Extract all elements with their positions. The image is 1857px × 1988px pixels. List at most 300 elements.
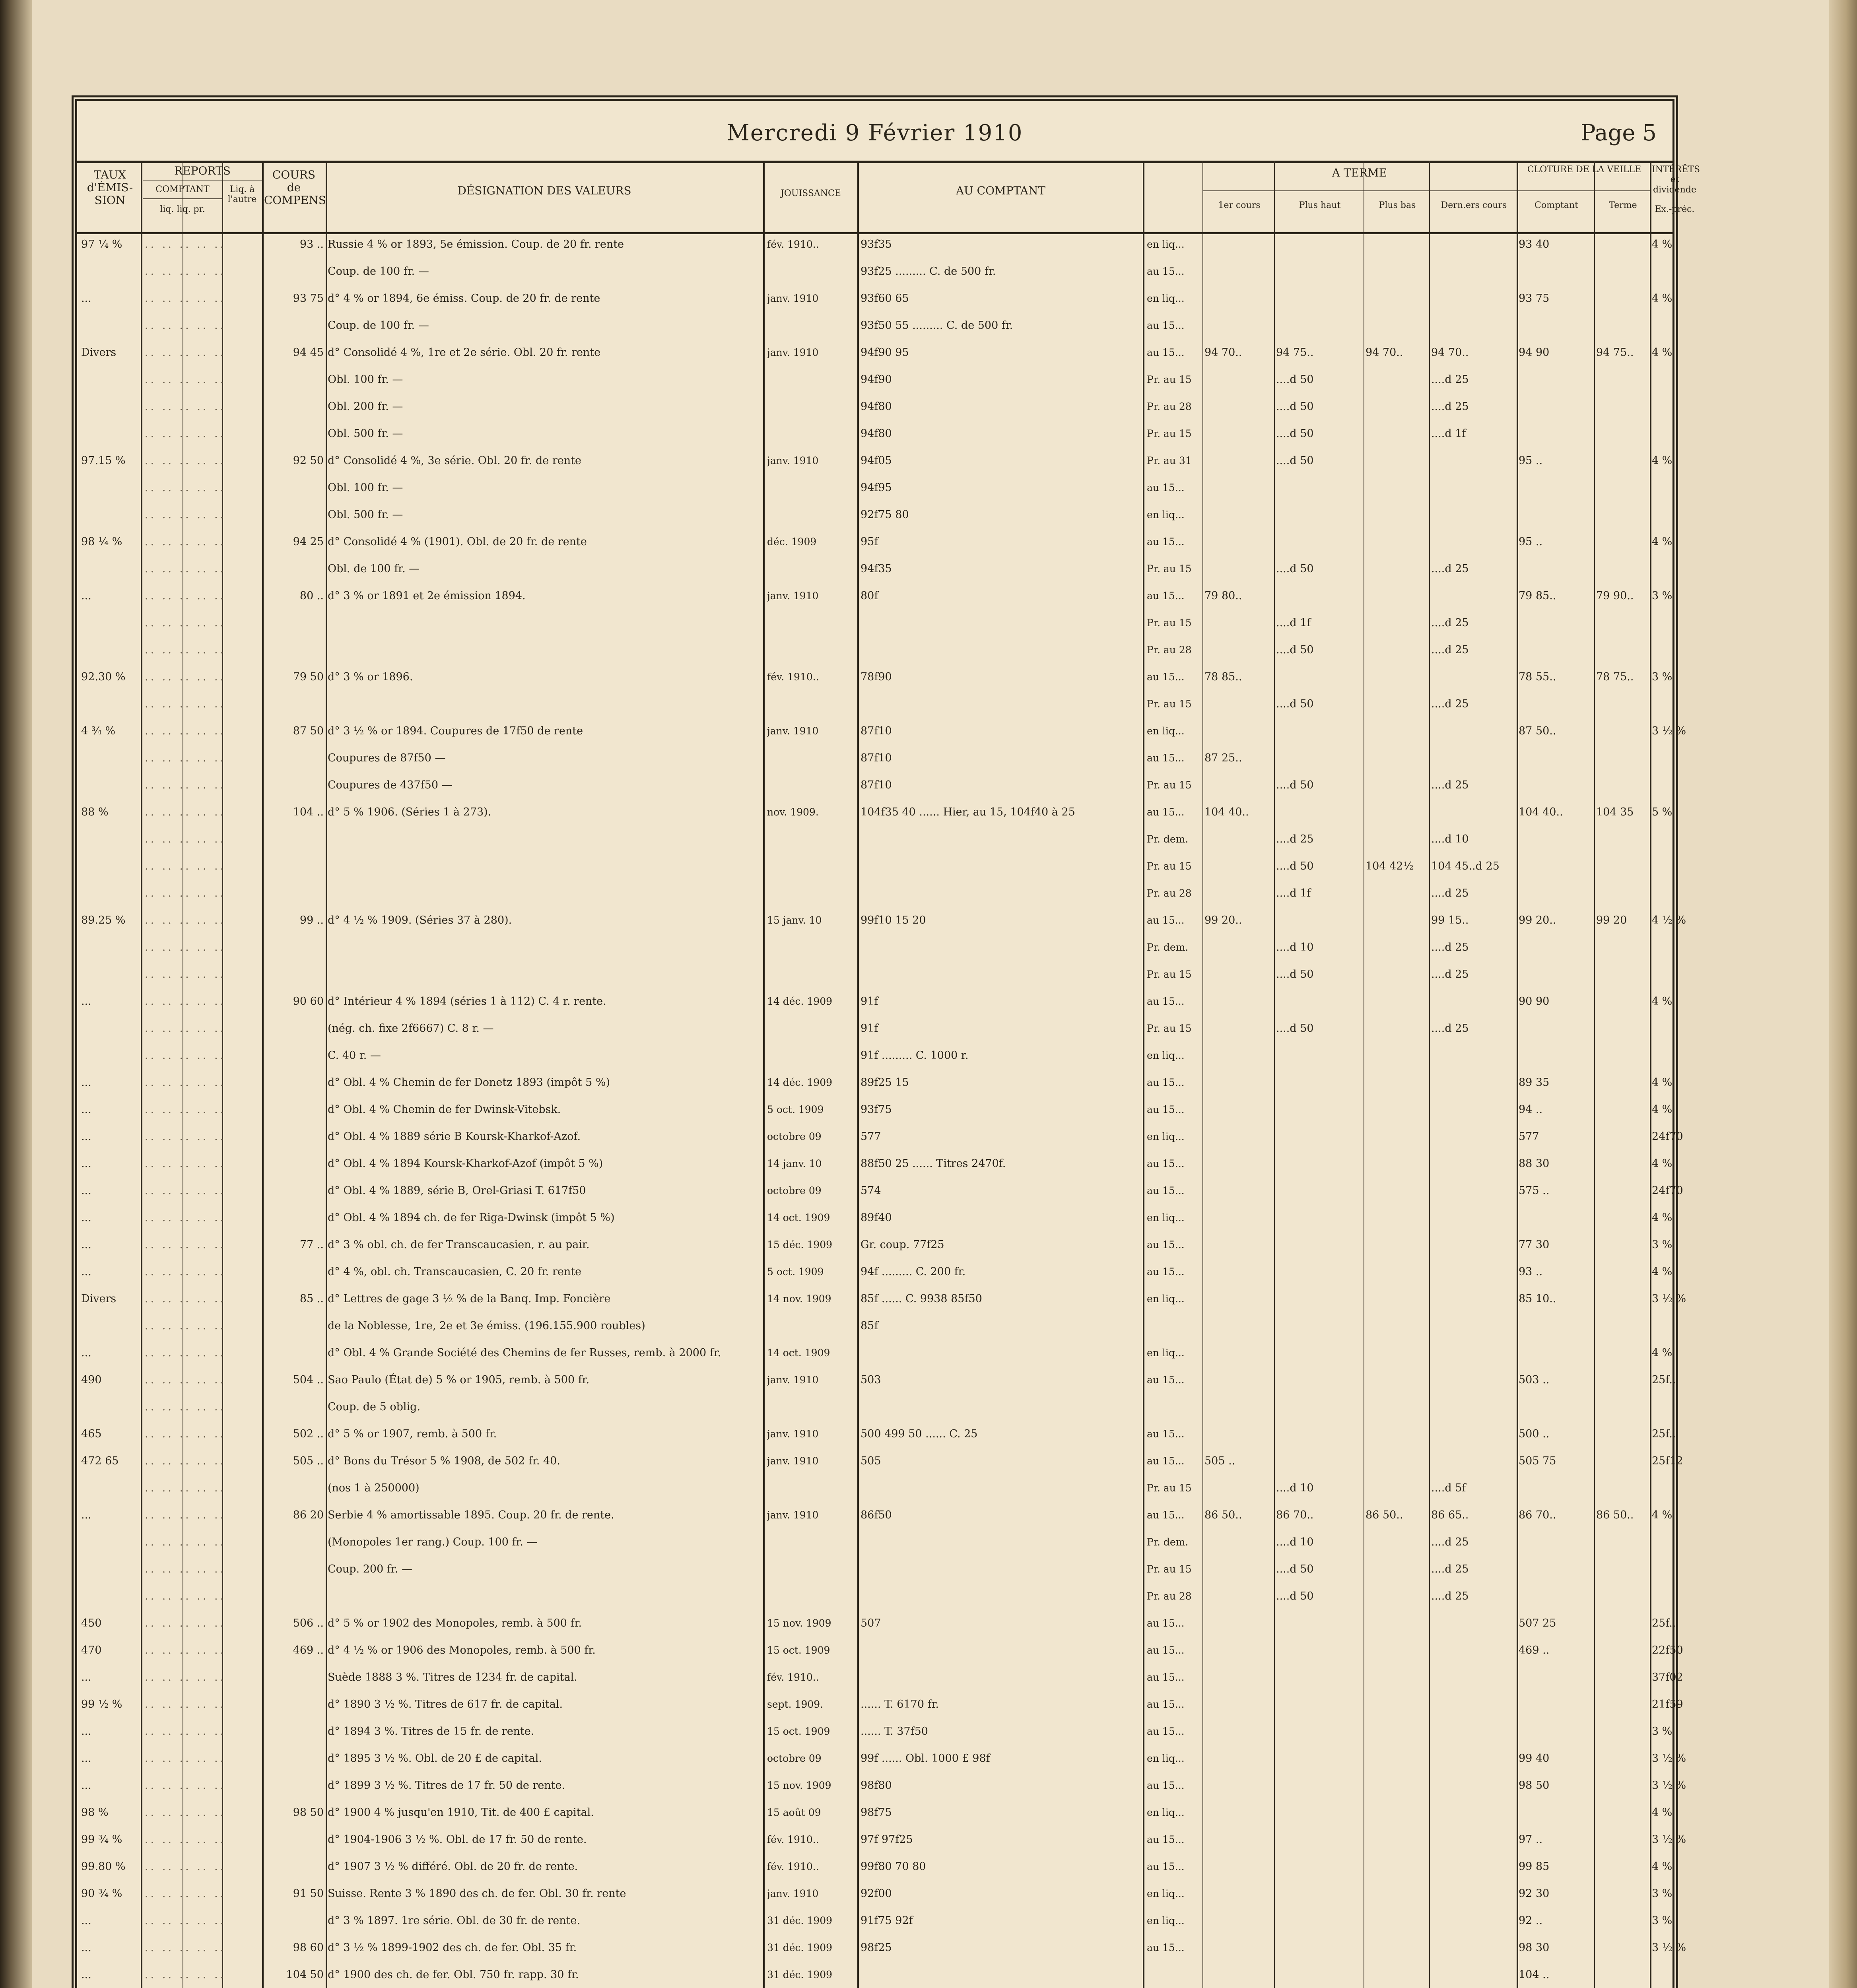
interet-cell: 25f.. (1652, 1428, 1676, 1440)
au-comptant-cell: 97f 97f25 (861, 1833, 913, 1846)
jouissance-cell: 14 oct. 1909 (767, 1212, 830, 1223)
cloture-comptant-cell: 85 10.. (1519, 1293, 1556, 1305)
terme-label-cell: au 15... (1147, 914, 1185, 926)
reports-placeholder: .. .. .. .. .. (145, 1374, 226, 1386)
page-number: Page 5 (1581, 120, 1657, 146)
jouissance-cell: janv. 1910 (767, 293, 819, 304)
cloture-comptant-cell: 78 55.. (1519, 671, 1556, 683)
terme-label-cell: au 15... (1147, 266, 1185, 277)
reports-placeholder: .. .. .. .. .. (145, 1752, 226, 1765)
header-au-comptant: AU COMPTANT (956, 184, 1046, 197)
cloture-comptant-cell: 99 85 (1519, 1860, 1550, 1873)
reports-placeholder: .. .. .. .. .. (145, 1644, 226, 1656)
interet-cell: 5 % (1652, 806, 1672, 818)
cours-compens-cell: 94 25 (293, 536, 324, 548)
terme-label-cell: Pr. au 15 (1147, 1023, 1192, 1034)
plus-haut-cell: ....d 50 (1276, 1022, 1314, 1035)
terme-label-cell: en liq... (1147, 1347, 1185, 1359)
jouissance-cell: 15 oct. 1909 (767, 1644, 830, 1656)
reports-placeholder: .. .. .. .. .. (145, 1536, 226, 1548)
cours-compens-cell: 502 .. (293, 1428, 324, 1440)
cloture-comptant-cell: 95 .. (1519, 536, 1543, 548)
interet-cell: 3 % (1652, 671, 1672, 683)
dernier-cours-cell: ....d 25 (1431, 779, 1469, 791)
terme-label-cell: au 15... (1147, 1266, 1185, 1277)
cours-compens-cell: 85 .. (299, 1293, 324, 1305)
terme-label-cell: Pr. au 15 (1147, 617, 1192, 629)
au-comptant-cell: 577 (861, 1130, 881, 1143)
reports-placeholder: .. .. .. .. .. (145, 1320, 226, 1332)
cloture-comptant-cell: 86 70.. (1519, 1509, 1556, 1521)
au-comptant-cell: 99f80 70 80 (861, 1860, 926, 1873)
jouissance-cell: fév. 1910.. (767, 1672, 819, 1683)
dernier-cours-cell: ....d 25 (1431, 1022, 1469, 1035)
au-comptant-cell: 507 (861, 1617, 881, 1629)
terme-label-cell: Pr. au 15 (1147, 1482, 1192, 1494)
header-premier-cours: 1er cours (1218, 200, 1261, 210)
dernier-cours-cell: 99 15.. (1431, 914, 1469, 926)
terme-label-cell: Pr. dem. (1147, 942, 1189, 953)
designation-cell: Obl. de 100 fr. — (328, 563, 420, 575)
designation-cell: d° Intérieur 4 % 1894 (séries 1 à 112) C. 4 r. rente. (328, 995, 606, 1008)
reports-placeholder: .. .. .. .. .. (145, 1779, 226, 1792)
taux-cell: 97 ¼ % (81, 238, 122, 250)
taux-cell: ... (81, 1347, 91, 1359)
column-headers (77, 161, 1700, 234)
header-ex-prec: Ex.-préc. (1655, 204, 1695, 214)
dernier-cours-cell: ....d 25 (1431, 563, 1469, 575)
designation-cell: d° 3 ½ % 1899-1902 des ch. de fer. Obl. 35 fr. (328, 1941, 577, 1954)
reports-placeholder: .. .. .. .. .. (145, 914, 226, 926)
jouissance-cell: 5 oct. 1909 (767, 1104, 824, 1115)
taux-cell: ... (81, 1076, 91, 1089)
cloture-comptant-cell: 94 90 (1519, 346, 1550, 359)
jouissance-cell: 15 déc. 1909 (767, 1239, 833, 1250)
plus-haut-cell: ....d 50 (1276, 563, 1314, 575)
au-comptant-cell: 93f50 55 ......... C. de 500 fr. (861, 319, 1013, 332)
taux-cell: 99.80 % (81, 1860, 126, 1873)
taux-cell: Divers (81, 1293, 117, 1305)
jouissance-cell: fév. 1910.. (767, 1834, 819, 1845)
cours-compens-cell: 98 50 (293, 1806, 324, 1819)
cloture-comptant-cell: 77 30 (1519, 1239, 1550, 1251)
reports-placeholder: .. .. .. .. .. (145, 481, 226, 494)
cloture-comptant-cell: 505 75 (1519, 1455, 1556, 1467)
taux-cell: ... (81, 1103, 91, 1116)
au-comptant-cell: 91f ......... C. 1000 r. (861, 1049, 969, 1062)
cours-compens-cell: 87 50 (293, 725, 324, 737)
designation-cell: d° 3 % or 1891 et 2e émission 1894. (328, 590, 526, 602)
reports-placeholder: .. .. .. .. .. (145, 1266, 226, 1278)
interet-cell: 3 ½ % (1652, 1752, 1686, 1765)
interet-cell: 4 % (1652, 454, 1672, 467)
interet-cell: 3 % (1652, 1887, 1672, 1900)
reports-placeholder: .. .. .. .. .. (145, 373, 226, 386)
reports-placeholder: .. .. .. .. .. (145, 1428, 226, 1440)
reports-placeholder: .. .. .. .. .. (145, 1455, 226, 1467)
jouissance-cell: fév. 1910.. (767, 239, 819, 250)
au-comptant-cell: 89f40 (861, 1211, 892, 1224)
au-comptant-cell: 91f75 92f (861, 1914, 913, 1927)
au-comptant-cell: 104f35 40 ...... Hier, au 15, 104f40 à 25 (861, 806, 1075, 818)
terme-label-cell: Pr. au 28 (1147, 401, 1192, 412)
reports-placeholder: .. .. .. .. .. (145, 968, 226, 980)
terme-label-cell: au 15... (1147, 1617, 1185, 1629)
cours-compens-cell: 98 60 (293, 1941, 324, 1954)
designation-cell: Russie 4 % or 1893, 5e émission. Coup. de 20 fr. rente (328, 238, 624, 250)
reports-placeholder: .. .. .. .. .. (145, 1563, 226, 1575)
designation-cell: d° 3 % or 1896. (328, 671, 413, 683)
terme-label-cell: au 15... (1147, 752, 1185, 764)
terme-label-cell: au 15... (1147, 1726, 1185, 1737)
taux-cell: 97.15 % (81, 454, 126, 467)
terme-label-cell: Pr. au 15 (1147, 779, 1192, 791)
dernier-cours-cell: ....d 25 (1431, 617, 1469, 629)
interet-cell: 4 % (1652, 346, 1672, 359)
au-comptant-cell: 93f60 65 (861, 292, 909, 305)
terme-label-cell: au 15... (1147, 1942, 1185, 1953)
cloture-comptant-cell: 87 50.. (1519, 725, 1556, 737)
terme-label-cell: Pr. dem. (1147, 1536, 1189, 1548)
dernier-cours-cell: ....d 25 (1431, 698, 1469, 710)
interet-cell: 4 % (1652, 1211, 1672, 1224)
header-a-terme: A TERME (1332, 166, 1387, 179)
interet-cell: 4 % (1652, 1157, 1672, 1170)
dernier-cours-cell: ....d 1f (1431, 427, 1466, 440)
dernier-cours-cell: ....d 25 (1431, 941, 1469, 953)
au-comptant-cell: 91f (861, 1022, 878, 1035)
plus-haut-cell: ....d 50 (1276, 779, 1314, 791)
plus-haut-cell: ....d 50 (1276, 373, 1314, 386)
dernier-cours-cell: ....d 25 (1431, 1590, 1469, 1602)
cours-compens-cell: 79 50 (293, 671, 324, 683)
au-comptant-cell: 94f35 (861, 563, 892, 575)
reports-placeholder: .. .. .. .. .. (145, 454, 226, 467)
terme-label-cell: Pr. au 15 (1147, 428, 1192, 439)
plus-haut-cell: ....d 50 (1276, 860, 1314, 872)
plus-haut-cell: ....d 50 (1276, 1563, 1314, 1575)
reports-placeholder: .. .. .. .. .. (145, 1293, 226, 1305)
taux-cell: ... (81, 1211, 91, 1224)
listing-rows (77, 232, 1686, 1988)
reports-placeholder: .. .. .. .. .. (145, 346, 226, 359)
reports-placeholder: .. .. .. .. .. (145, 590, 226, 602)
header-liq-autre: Liq. à l'autre (227, 184, 257, 205)
premier-cours-cell: 99 20.. (1204, 914, 1242, 926)
header-rule (143, 198, 222, 199)
interet-cell: 3 ½ % (1652, 1779, 1686, 1792)
plus-haut-cell: ....d 50 (1276, 454, 1314, 467)
designation-cell: d° Obl. 4 % Chemin de fer Dwinsk-Vitebsk. (328, 1103, 561, 1116)
taux-cell: 88 % (81, 806, 109, 818)
taux-cell: ... (81, 1509, 91, 1521)
designation-cell: d° 4 %, obl. ch. Transcaucasien, C. 20 fr. rente (328, 1266, 582, 1278)
reports-placeholder: .. .. .. .. .. (145, 536, 226, 548)
terme-label-cell: au 15... (1147, 590, 1185, 602)
designation-cell: d° 1904-1906 3 ½ %. Obl. de 17 fr. 50 de rente. (328, 1833, 587, 1846)
terme-label-cell: Pr. au 15 (1147, 563, 1192, 575)
terme-label-cell: au 15... (1147, 996, 1185, 1007)
interet-cell: 25f.. (1652, 1617, 1676, 1629)
taux-cell: 99 ¾ % (81, 1833, 122, 1846)
listing-table (77, 161, 1700, 1988)
cloture-comptant-cell: 89 35 (1519, 1076, 1550, 1089)
au-comptant-cell: 92f00 (861, 1887, 892, 1900)
au-comptant-cell: 98f75 (861, 1806, 892, 1819)
dernier-cours-cell: 86 65.. (1431, 1509, 1469, 1521)
designation-cell: d° 4 ½ % 1909. (Séries 37 à 280). (328, 914, 512, 926)
book-spine-shadow (0, 0, 32, 1988)
au-comptant-cell: 93f25 ......... C. de 500 fr. (861, 265, 996, 278)
cloture-comptant-cell: 95 .. (1519, 454, 1543, 467)
taux-cell: ... (81, 995, 91, 1008)
page-date-title: Mercredi 9 Février 1910 (726, 120, 1023, 146)
designation-cell: Obl. 500 fr. — (328, 427, 403, 440)
terme-label-cell: au 15... (1147, 347, 1185, 358)
reports-placeholder: .. .. .. .. .. (145, 833, 226, 845)
designation-cell: (nos 1 à 250000) (328, 1482, 420, 1494)
page-edge (1829, 0, 1857, 1988)
jouissance-cell: déc. 1909 (767, 536, 817, 547)
interet-cell: 3 ½ % (1652, 1293, 1686, 1305)
terme-label-cell: au 15... (1147, 1374, 1185, 1386)
designation-cell: d° 5 % or 1902 des Monopoles, remb. à 500 fr. (328, 1617, 582, 1629)
interet-cell: 4 % (1652, 1266, 1672, 1278)
reports-placeholder: .. .. .. .. .. (145, 1806, 226, 1819)
taux-cell: 465 (81, 1428, 102, 1440)
designation-cell: d° Obl. 4 % Chemin de fer Donetz 1893 (impôt 5 %) (328, 1076, 610, 1089)
terme-label-cell: en liq... (1147, 1915, 1185, 1926)
taux-cell: ... (81, 1779, 91, 1792)
plus-haut-cell: ....d 25 (1276, 833, 1314, 845)
cours-compens-cell: 505 .. (293, 1455, 324, 1467)
cloture-comptant-cell: 93 .. (1519, 1266, 1543, 1278)
jouissance-cell: 15 janv. 10 (767, 914, 822, 926)
terme-label-cell: au 15... (1147, 1185, 1185, 1196)
premier-cours-cell: 87 25.. (1204, 752, 1242, 764)
au-comptant-cell: 94f80 (861, 400, 892, 413)
interet-cell: 4 % (1652, 1806, 1672, 1819)
designation-cell: d° 5 % 1906. (Séries 1 à 273). (328, 806, 491, 818)
taux-cell: ... (81, 1184, 91, 1197)
reports-placeholder: .. .. .. .. .. (145, 1482, 226, 1494)
cloture-comptant-cell: 98 50 (1519, 1779, 1550, 1792)
jouissance-cell: octobre 09 (767, 1753, 822, 1764)
interet-cell: 4 % (1652, 1076, 1672, 1089)
reports-placeholder: .. .. .. .. .. (145, 1211, 226, 1224)
cloture-comptant-cell: 93 40 (1519, 238, 1550, 250)
reports-placeholder: .. .. .. .. .. (145, 292, 226, 305)
terme-label-cell: au 15... (1147, 1455, 1185, 1467)
cours-compens-cell: 93 .. (299, 238, 324, 250)
terme-label-cell: Pr. au 15 (1147, 698, 1192, 710)
au-comptant-cell: 95f (861, 536, 878, 548)
cloture-comptant-cell: 99 20.. (1519, 914, 1556, 926)
header-rule (1517, 190, 1650, 191)
taux-cell: 89.25 % (81, 914, 126, 926)
interet-cell: 4 % (1652, 238, 1672, 250)
cours-compens-cell: 469 .. (293, 1644, 324, 1656)
header-designation: DÉSIGNATION DES VALEURS (457, 184, 631, 197)
cloture-comptant-cell: 94 .. (1519, 1103, 1543, 1116)
designation-cell: Coupures de 87f50 — (328, 752, 446, 764)
designation-cell: d° 4 ½ % or 1906 des Monopoles, remb. à 500 fr. (328, 1644, 596, 1656)
designation-cell: Obl. 100 fr. — (328, 373, 403, 386)
taux-cell: 92.30 % (81, 671, 126, 683)
reports-placeholder: .. .. .. .. .. (145, 1887, 226, 1900)
au-comptant-cell: 98f80 (861, 1779, 892, 1792)
terme-label-cell: en liq... (1147, 1050, 1185, 1061)
reports-placeholder: .. .. .. .. .. (145, 752, 226, 764)
jouissance-cell: 14 janv. 10 (767, 1158, 822, 1169)
reports-placeholder: .. .. .. .. .. (145, 1157, 226, 1170)
header-interets: INTÉRÊTS et dividende (1652, 165, 1700, 195)
plus-bas-cell: 86 50.. (1366, 1509, 1403, 1521)
cours-compens-cell: 104 50 (286, 1969, 324, 1981)
designation-cell: d° 3 ½ % or 1894. Coupures de 17f50 de rente (328, 725, 583, 737)
premier-cours-cell: 79 80.. (1204, 590, 1242, 602)
reports-placeholder: .. .. .. .. .. (145, 319, 226, 332)
reports-placeholder: .. .. .. .. .. (145, 698, 226, 710)
jouissance-cell: 5 oct. 1909 (767, 1266, 824, 1277)
interet-cell: 4 % (1652, 292, 1672, 305)
taux-cell: 98 ¼ % (81, 536, 122, 548)
jouissance-cell: nov. 1909. (767, 806, 819, 818)
reports-placeholder: .. .. .. .. .. (145, 860, 226, 872)
terme-label-cell: Pr. au 15 (1147, 969, 1192, 980)
cloture-comptant-cell: 507 25 (1519, 1617, 1556, 1629)
plus-haut-cell: ....d 50 (1276, 698, 1314, 710)
taux-cell: 450 (81, 1617, 102, 1629)
au-comptant-cell: 94f95 (861, 481, 892, 494)
reports-placeholder: .. .. .. .. .. (145, 1103, 226, 1116)
reports-placeholder: .. .. .. .. .. (145, 941, 226, 953)
premier-cours-cell: 94 70.. (1204, 346, 1242, 359)
au-comptant-cell: 78f90 (861, 671, 892, 683)
interet-cell: 21f59 (1652, 1698, 1683, 1710)
cours-compens-cell: 94 45 (293, 346, 324, 359)
terme-label-cell: Pr. au 31 (1147, 455, 1192, 466)
cours-compens-cell: 504 .. (293, 1374, 324, 1386)
cours-compens-cell: 506 .. (293, 1617, 324, 1629)
reports-placeholder: .. .. .. .. .. (145, 1941, 226, 1954)
au-comptant-cell: 93f75 (861, 1103, 892, 1116)
premier-cours-cell: 86 50.. (1204, 1509, 1242, 1521)
reports-placeholder: .. .. .. .. .. (145, 887, 226, 899)
taux-cell: ... (81, 1157, 91, 1170)
cours-compens-cell: 93 75 (293, 292, 324, 305)
reports-placeholder: .. .. .. .. .. (145, 644, 226, 656)
jouissance-cell: 14 déc. 1909 (767, 1077, 833, 1088)
terme-label-cell: au 15... (1147, 1834, 1185, 1845)
reports-placeholder: .. .. .. .. .. (145, 617, 226, 629)
cloture-comptant-cell: 79 85.. (1519, 590, 1556, 602)
interet-cell: 4 % (1652, 1509, 1672, 1521)
jouissance-cell: janv. 1910 (767, 725, 819, 737)
interet-cell: 4 % (1652, 995, 1672, 1008)
taux-cell: 490 (81, 1374, 102, 1386)
reports-placeholder: .. .. .. .. .. (145, 1509, 226, 1521)
terme-label-cell: en liq... (1147, 1212, 1185, 1223)
jouissance-cell: 15 août 09 (767, 1807, 821, 1818)
terme-label-cell: au 15... (1147, 482, 1185, 493)
header-cloture: CLOTURE DE LA VEILLE (1527, 165, 1641, 175)
designation-cell: d° Bons du Trésor 5 % 1908, de 502 fr. 40. (328, 1455, 560, 1467)
cours-compens-cell: 80 .. (299, 590, 324, 602)
au-comptant-cell: 87f10 (861, 752, 892, 764)
designation-cell: de la Noblesse, 1re, 2e et 3e émiss. (196.155.900 roubles) (328, 1320, 645, 1332)
terme-label-cell: au 15... (1147, 1644, 1185, 1656)
designation-cell: (nég. ch. fixe 2f6667) C. 8 r. — (328, 1022, 494, 1035)
header-cours-compens: COURS de COMPENS (264, 168, 326, 207)
designation-cell: Obl. 100 fr. — (328, 481, 403, 494)
jouissance-cell: 14 déc. 1909 (767, 996, 833, 1007)
dernier-cours-cell: ....d 25 (1431, 968, 1469, 980)
au-comptant-cell: 99f10 15 20 (861, 914, 926, 926)
designation-cell: d° Obl. 4 % 1894 ch. de fer Riga-Dwinsk (impôt 5 %) (328, 1211, 615, 1224)
au-comptant-cell: 86f50 (861, 1509, 892, 1521)
terme-label-cell: Pr. au 15 (1147, 374, 1192, 385)
cloture-terme-cell: 86 50.. (1596, 1509, 1634, 1521)
reports-placeholder: .. .. .. .. .. (145, 1022, 226, 1035)
designation-cell: Obl. 500 fr. — (328, 509, 403, 521)
header-liq: liq. liq. pr. (160, 204, 205, 214)
designation-cell: d° Obl. 4 % 1889 série B Koursk-Kharkof-Azof. (328, 1130, 581, 1143)
reports-placeholder: .. .. .. .. .. (145, 995, 226, 1008)
designation-cell: Coup. 200 fr. — (328, 1563, 412, 1575)
au-comptant-cell: 500 499 50 ...... C. 25 (861, 1428, 978, 1440)
plus-haut-cell: 86 70.. (1276, 1509, 1314, 1521)
au-comptant-cell: 93f35 (861, 238, 892, 250)
interet-cell: 3 % (1652, 590, 1672, 602)
terme-label-cell: Pr. au 28 (1147, 887, 1192, 899)
terme-label-cell: Pr. au 15 (1147, 860, 1192, 872)
au-comptant-cell: 85f (861, 1320, 878, 1332)
taux-cell: ... (81, 1671, 91, 1683)
designation-cell: d° 1899 3 ½ %. Titres de 17 fr. 50 de rente. (328, 1779, 565, 1792)
premier-cours-cell: 505 .. (1204, 1455, 1235, 1467)
cours-compens-cell: 90 60 (293, 995, 324, 1008)
jouissance-cell: octobre 09 (767, 1185, 822, 1196)
reports-placeholder: .. .. .. .. .. (145, 1049, 226, 1062)
designation-cell: d° 1895 3 ½ %. Obl. de 20 £ de capital. (328, 1752, 542, 1765)
cloture-comptant-cell: 575 .. (1519, 1184, 1550, 1197)
cours-compens-cell: 86 20 (293, 1509, 324, 1521)
designation-cell: d° 3 % 1897. 1re série. Obl. de 30 fr. de rente. (328, 1914, 581, 1927)
dernier-cours-cell: ....d 25 (1431, 887, 1469, 899)
plus-bas-cell: 94 70.. (1366, 346, 1403, 359)
taux-cell: ... (81, 1725, 91, 1738)
reports-placeholder: .. .. .. .. .. (145, 265, 226, 278)
reports-placeholder: .. .. .. .. .. (145, 725, 226, 737)
jouissance-cell: sept. 1909. (767, 1699, 824, 1710)
designation-cell: d° Obl. 4 % Grande Société des Chemins de fer Russes, remb. à 2000 fr. (328, 1347, 721, 1359)
terme-label-cell: en liq... (1147, 293, 1185, 304)
jouissance-cell: janv. 1910 (767, 455, 819, 466)
interet-cell: 4 % (1652, 1860, 1672, 1873)
taux-cell: 472 65 (81, 1455, 119, 1467)
au-comptant-cell: 87f10 (861, 725, 892, 737)
au-comptant-cell: 99f ...... Obl. 1000 £ 98f (861, 1752, 990, 1765)
terme-label-cell: Pr. au 15 (1147, 1563, 1192, 1575)
plus-haut-cell: ....d 10 (1276, 1536, 1314, 1548)
terme-label-cell: au 15... (1147, 806, 1185, 818)
plus-haut-cell: ....d 50 (1276, 1590, 1314, 1602)
designation-cell: d° 4 % or 1894, 6e émiss. Coup. de 20 fr. de rente (328, 292, 600, 305)
plus-bas-cell: 104 42½ (1366, 860, 1414, 872)
reports-placeholder: .. .. .. .. .. (145, 1347, 226, 1359)
header-taux: TAUX d'ÉMIS-SION (87, 168, 133, 207)
